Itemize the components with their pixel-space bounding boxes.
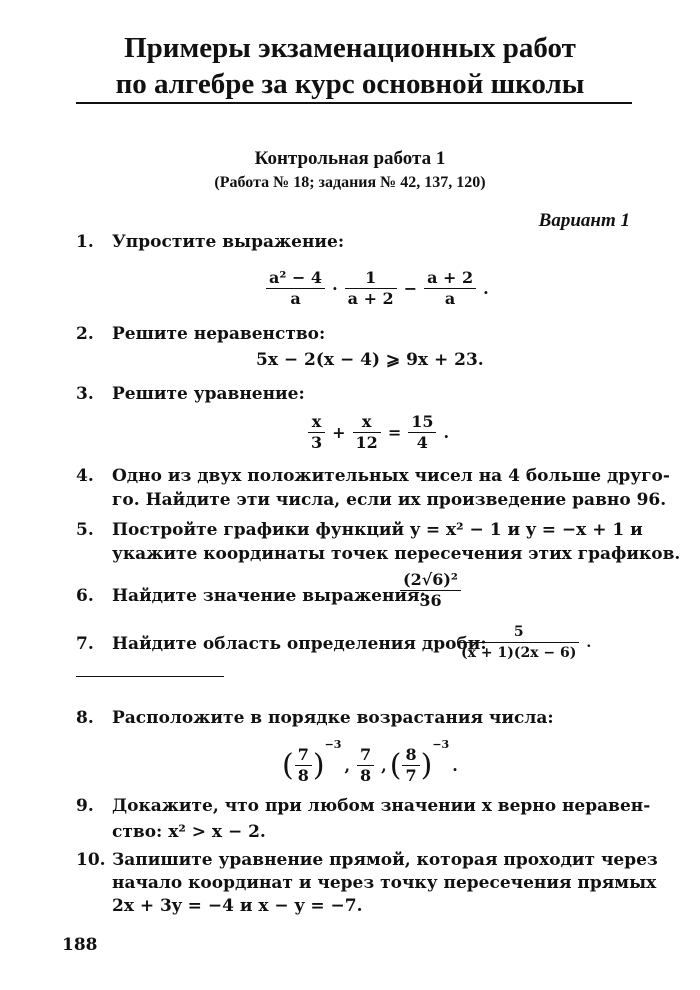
task-text: Запишите уравнение прямой, которая проходит через [112, 850, 658, 870]
page-number: 188 [62, 935, 98, 955]
fraction [424, 268, 476, 309]
numerator: 1 [345, 268, 397, 289]
fraction [308, 412, 325, 453]
task-text: Найдите область определения дроби: [112, 634, 487, 654]
fraction [458, 622, 579, 663]
fraction [400, 570, 461, 611]
page-title [0, 30, 700, 102]
task-number: 6. [76, 586, 94, 606]
task-text: Докажите, что при любом значении x верно неравен- [112, 796, 651, 816]
work-title: Контрольная работа 1 [254, 148, 446, 169]
task-text-line-3: 2x + 3y = −4 и x − y = −7. [112, 896, 363, 916]
fraction [408, 412, 436, 453]
numerator: x [353, 412, 381, 433]
operator: = [387, 423, 402, 442]
task-number: 7. [76, 634, 94, 654]
variant-label: Вариант 1 [538, 210, 630, 231]
denominator: 7 [405, 766, 417, 785]
operator: + [332, 423, 346, 442]
separator: , [344, 756, 351, 775]
period: . [443, 423, 450, 442]
task-text: Расположите в порядке возрастания числа: [112, 708, 554, 728]
task-text: Решите неравенство: [112, 324, 326, 344]
formula-task-8 [282, 738, 461, 786]
period: . [452, 756, 458, 775]
task-number: 8. [76, 708, 94, 728]
numerator: 15 [408, 412, 436, 433]
fraction [357, 745, 374, 786]
title-divider [76, 102, 632, 104]
operator: − [403, 279, 418, 298]
denominator: 4 [416, 433, 428, 452]
denominator: 12 [355, 433, 378, 452]
numerator: 7 [357, 745, 374, 766]
left-paren: ( [282, 748, 294, 783]
title-line-1: Примеры экзаменационных работ [124, 32, 576, 64]
fraction [402, 745, 419, 786]
denominator: a [444, 289, 456, 308]
task-text-line-2: ство: x² > x − 2. [112, 822, 266, 842]
separator: , [381, 756, 387, 775]
task-number: 1. [76, 232, 94, 252]
formula-task-3 [304, 412, 452, 453]
exponent: −3 [324, 738, 342, 751]
numerator: 5 [458, 622, 579, 643]
section-divider [76, 676, 224, 677]
numerator: 7 [295, 745, 312, 766]
denominator: a [290, 289, 301, 308]
task-number: 5. [76, 520, 94, 540]
fraction [345, 268, 397, 309]
task-number: 9. [76, 796, 94, 816]
numerator: 8 [402, 745, 419, 766]
task-number: 10. [76, 850, 106, 870]
task-text: Упростите выражение: [112, 232, 345, 252]
denominator: a + 2 [347, 289, 394, 308]
task-text: Найдите значение выражения: [112, 586, 426, 606]
title-line-2: по алгебре за курс основной школы [115, 68, 585, 100]
task-text: Решите уравнение: [112, 384, 305, 404]
denominator: 8 [297, 766, 309, 785]
fraction [295, 745, 312, 786]
task-number: 2. [76, 324, 94, 344]
task-text-line-2: начало координат и через точку пересечения прямых [112, 873, 657, 893]
fraction [266, 268, 325, 309]
formula-task-6 [396, 570, 465, 611]
formula-task-2: 5x − 2(x − 4) ⩾ 9x + 23. [256, 350, 484, 370]
task-text: Одно из двух положительных чисел на 4 больше друго- [112, 466, 670, 486]
fraction [353, 412, 381, 453]
task-text-line-2: укажите координаты точек пересечения этих графиков. [112, 544, 681, 564]
numerator: a + 2 [424, 268, 476, 289]
exponent: −3 [432, 738, 450, 751]
denominator: 3 [311, 433, 323, 452]
numerator: (2√6)² [400, 570, 461, 591]
task-number: 3. [76, 384, 94, 404]
task-number: 4. [76, 466, 94, 486]
right-paren: ) [312, 748, 325, 783]
operator: · [332, 279, 338, 298]
task-text-line-2: го. Найдите эти числа, если их произведение равно 96. [112, 490, 667, 510]
period: . [483, 279, 489, 298]
right-paren: ) [420, 748, 433, 783]
formula-task-7 [454, 622, 594, 663]
work-subtitle: (Работа № 18; задания № 42, 137, 120) [214, 174, 486, 191]
numerator: x [308, 412, 325, 433]
left-paren: ( [389, 748, 402, 783]
denominator: 8 [360, 766, 372, 785]
period: . [586, 634, 592, 651]
denominator: 36 [419, 591, 442, 610]
denominator: (x + 1)(2x − 6) [461, 645, 577, 661]
formula-task-1 [262, 268, 492, 309]
task-text: Постройте графики функций y = x² − 1 и y = −x + 1 и [112, 520, 643, 540]
numerator: a² − 4 [266, 268, 325, 289]
